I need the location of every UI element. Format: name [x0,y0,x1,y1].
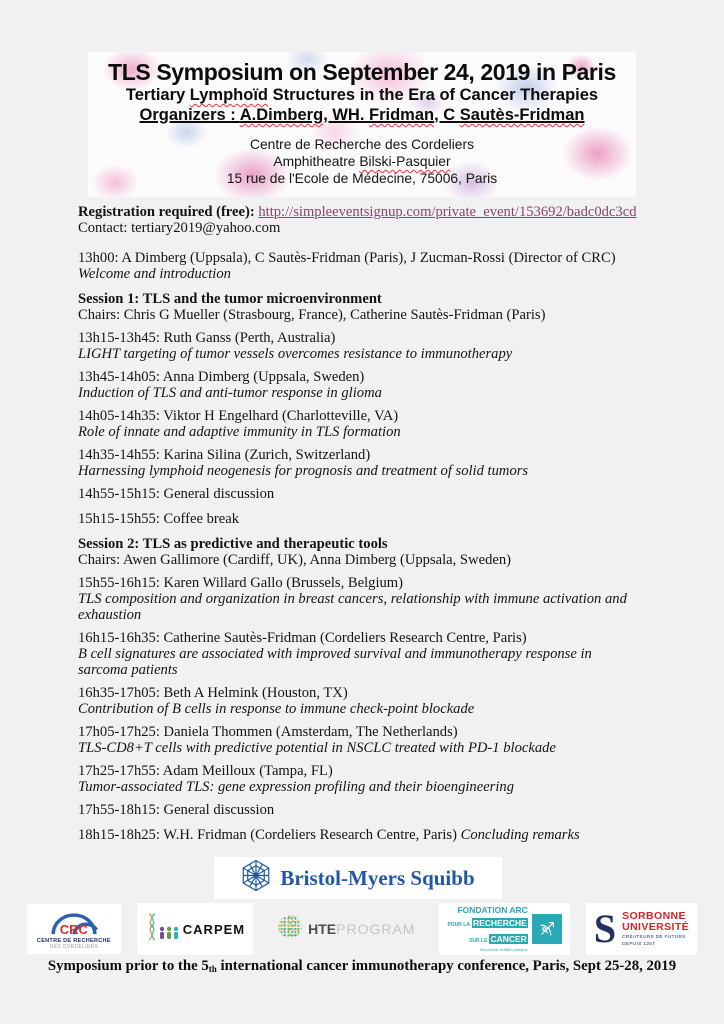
program-entry [78,511,642,527]
entry-time-speaker: 16h15-16h35: Catherine Sautès-Fridman (Cordeliers Research Centre, Paris) [78,630,527,646]
registration-line [78,204,642,220]
venue-line-1: Centre de Recherche des Cordeliers [250,137,474,152]
sponsor-logo-row [0,903,724,955]
program-entry [78,575,642,623]
entry-time-speaker: 17h05-17h25: Daniela Thommen (Amsterdam, The Netherlands) [78,724,458,740]
entry-time-speaker: 13h45-14h05: Anna Dimberg (Uppsala, Sweden) [78,369,365,385]
organizer-name: Fridman [369,106,435,124]
sorbonne-wordmark [622,911,689,947]
arc-line-3: SUR LE CANCER [469,934,527,945]
program-entry [78,369,642,401]
entry-talk-title: Contribution of B cells in response to immune check-point blockade [78,701,475,717]
registration-label: Registration required (free): [78,204,259,220]
sponsor-crc [27,904,121,954]
entry-time-speaker: 13h00: A Dimberg (Uppsala), C Sautès-Fridman (Paris), J Zucman-Rossi (Director of CRC) [78,250,616,266]
entry-talk-title: Tumor-associated TLS: gene expression profiling and their bioengineering [78,779,515,795]
entry-time-speaker: 13h15-13h45: Ruth Ganss (Perth, Australia) [78,330,336,346]
sorbonne-line-2: UNIVERSITÉ [622,920,690,933]
subtitle-text: Tertiary [125,86,190,104]
program-entry-closing [78,827,642,843]
subtitle-spellcheck-word: Lymphoïd [189,86,268,104]
venue-spellcheck-word: Bilski-Pasquier [359,154,451,169]
sorbonne-line-4: DEPUIS 1257 [622,942,656,948]
entry-time-speaker: 14h55-15h15: General discussion [78,486,275,502]
organizer-name: A.Dimberg [239,106,324,124]
sponsor-carpem [137,903,253,955]
hte-wordmark-light: PROGRAM [336,921,416,937]
venue-block [88,136,636,187]
archer-icon [532,914,562,944]
program-entry-intro [78,250,642,282]
organizers-label: Organizers : [139,106,240,124]
entry-time-speaker: 18h15-18h25: W.H. Fridman (Cordeliers Research Centre, Paris) [78,827,461,843]
organizers-sep: , WH. [323,106,370,124]
entry-talk-title: TLS-CD8+T cells with predictive potential in NSCLC treated with PD-1 blockade [78,740,556,756]
session-heading: Session 2: TLS as predictive and therapeutic tools [78,536,388,552]
organizers-sep: , C [434,106,460,124]
entry-talk-title: Harnessing lymphoid neogenesis for prognosis and treatment of solid tumors [78,463,529,479]
entry-talk-title: B cell signatures are associated with improved survival and immunotherapy response in sarcoma patients [78,646,592,678]
entry-talk-title: Welcome and introduction [78,266,231,282]
session-1-header [78,291,642,323]
crc-caption-2: DES CORDELIERS [49,943,99,950]
program-entry [78,685,642,717]
sponsor-fondation-arc [439,903,569,955]
entry-time-speaker: 16h35-17h05: Beth A Helmink (Houston, TX) [78,685,348,701]
program-body [78,204,642,850]
venue-text: Amphitheatre [273,154,360,169]
symposium-subtitle [88,85,636,105]
footer-text: international cancer immunotherapy conference, Paris, Sept 25-28, 2019 [216,958,677,974]
entry-talk-title: Role of innate and adaptive immunity in TLS formation [78,424,401,440]
sponsor-bms [214,857,502,899]
carpem-wordmark: CARPEM [182,921,246,937]
program-entry [78,724,642,756]
crc-abbr: CRC [59,921,88,937]
contact-line: Contact: tertiary2019@yahoo.com [78,220,281,236]
hte-wordmark-bold: HTE [308,921,337,937]
hexagon-snowflake-icon [241,859,271,897]
registration-link[interactable]: http://simpleeventsignup.com/private_event/153692/badc0dc3cd [258,204,637,220]
subtitle-text: Structures in the Era of Cancer Therapies [268,86,599,104]
session-heading: Session 1: TLS and the tumor microenvironment [78,291,382,307]
header-banner [88,52,636,197]
sponsor-sorbonne [586,903,697,955]
crc-caption-1: CENTRE DE RECHERCHE [36,937,111,944]
program-entry [78,408,642,440]
arc-line-2: POUR LA RECHERCHE [447,918,527,929]
entry-time-speaker: 14h35-14h55: Karina Silina (Zurich, Switzerland) [78,447,371,463]
session-2-header [78,536,642,568]
arc-line-1: FONDATION ARC [457,904,528,915]
footer-ordinal: th [208,964,217,974]
program-entry [78,630,642,678]
arc-wordmark [447,906,527,953]
session-chairs: Chairs: Awen Gallimore (Cardiff, UK), Anna Dimberg (Uppsala, Sweden) [78,552,512,568]
sorbonne-line-3: CRÉATEURS DE FUTURS [622,934,686,940]
entry-time-speaker: 15h15-15h55: Coffee break [78,511,240,527]
bms-wordmark: Bristol-Myers Squibb [280,865,475,890]
program-entry [78,763,642,795]
organizer-name: Sautès-Fridman [459,106,585,124]
footer-text: Symposium prior to the 5 [47,958,209,974]
entry-talk-title: Induction of TLS and anti-tumor response in glioma [78,385,382,401]
closing-remark: Concluding remarks [460,827,580,843]
program-entry [78,447,642,479]
footer-note [0,958,724,975]
s-swirl-icon: S [593,906,617,951]
arc-line-4: Reconnue d'utilité publique [479,947,528,953]
three-figures-dna-icon [145,912,179,947]
sponsor-hte [269,903,423,955]
entry-time-speaker: 17h55-18h15: General discussion [78,802,275,818]
session-chairs: Chairs: Chris G Mueller (Strasbourg, France), Catherine Sautès-Fridman (Paris) [78,307,546,323]
sorbonne-line-1: SORBONNE [622,909,686,922]
program-entry [78,802,642,818]
entry-talk-title: LIGHT targeting of tumor vessels overcomes resistance to immunotherapy [78,346,513,362]
program-entry [78,486,642,502]
entry-time-speaker: 15h55-16h15: Karen Willard Gallo (Brussels, Belgium) [78,575,404,591]
symposium-title: TLS Symposium on September 24, 2019 in Paris [108,59,616,85]
venue-line-2 [88,153,636,170]
venue-line-3: 15 rue de l'Ecole de Médecine, 75006, Paris [226,171,498,186]
dotted-globe-icon [277,914,303,945]
program-entry [78,330,642,362]
organizers-line [88,105,636,125]
entry-time-speaker: 14h05-14h35: Viktor H Engelhard (Charlotteville, VA) [78,408,399,424]
entry-talk-title: TLS composition and organization in breast cancers, relationship with immune activation and exhaustion [78,591,627,623]
entry-time-speaker: 17h25-17h55: Adam Meilloux (Tampa, FL) [78,763,333,779]
